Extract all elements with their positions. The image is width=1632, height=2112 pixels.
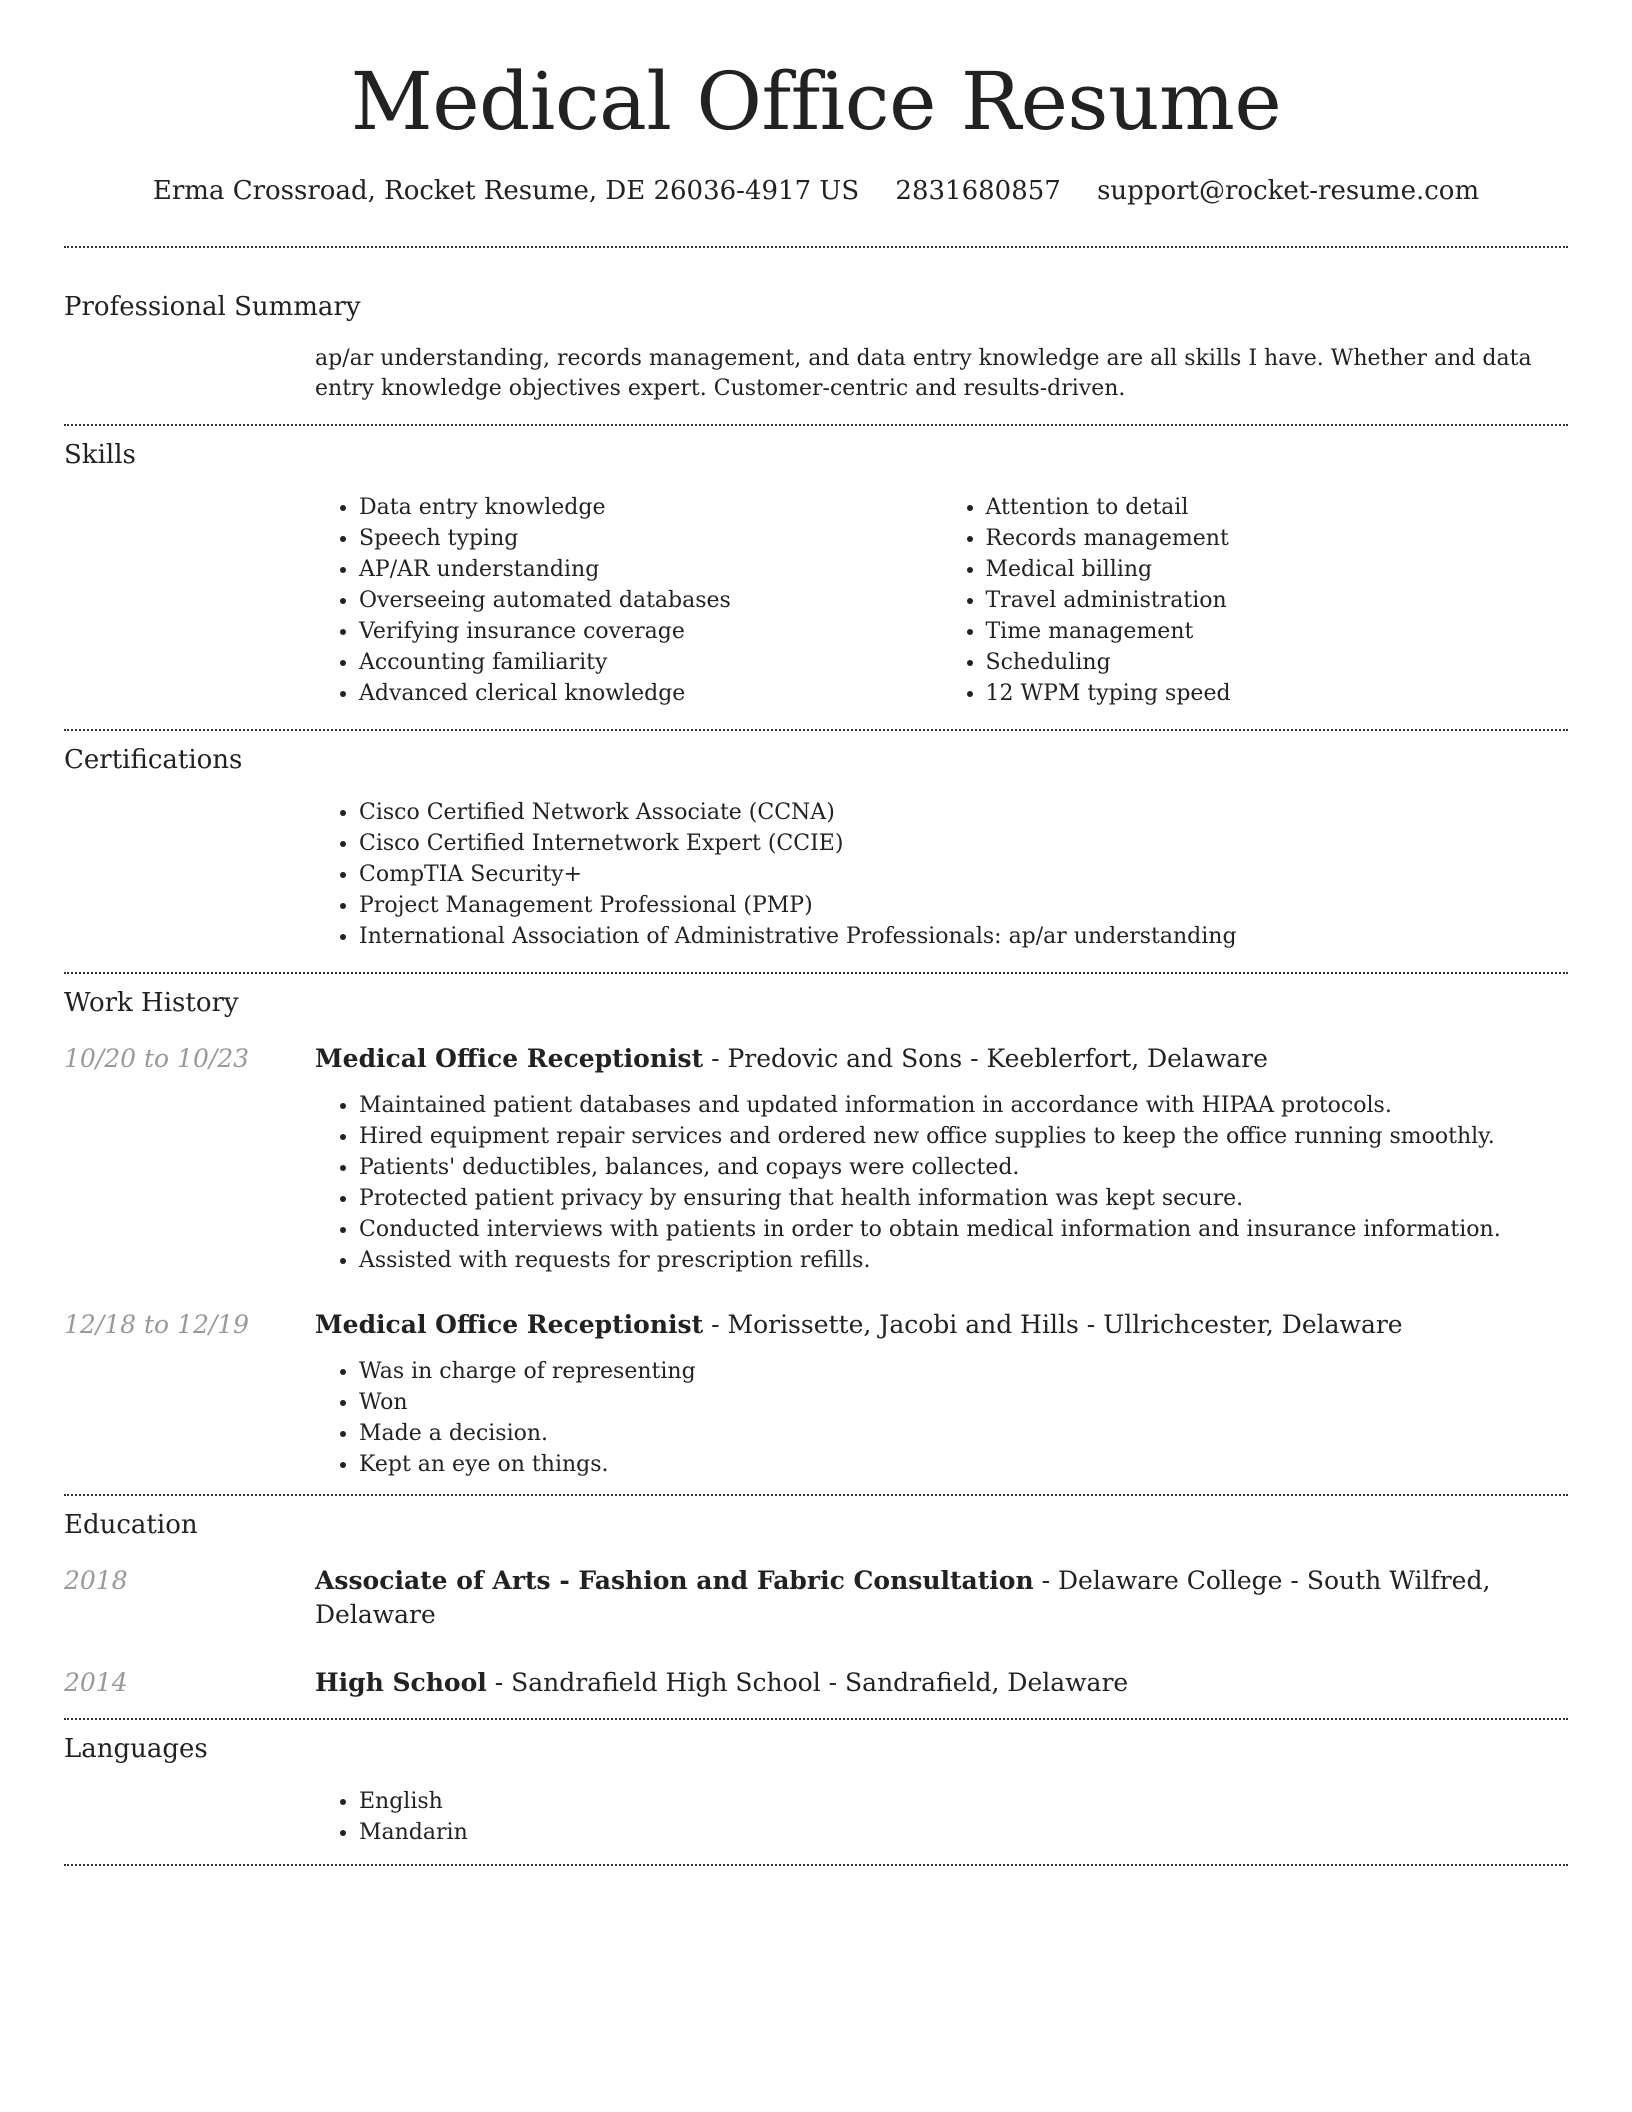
- contact-email: support@rocket-resume.com: [1097, 176, 1480, 206]
- education-heading-line: [315, 1564, 1568, 1632]
- languages-heading: Languages: [64, 1734, 208, 1764]
- certifications-heading: Certifications: [64, 745, 243, 775]
- list-item: • 12 WPM typing speed: [986, 678, 1569, 709]
- list-item: • Won: [359, 1387, 1568, 1418]
- list-item: • CompTIA Security+: [359, 859, 1568, 890]
- education-degree: High School: [315, 1668, 487, 1697]
- skills-columns: [315, 492, 1568, 709]
- list-item: • Project Management Professional (PMP): [359, 890, 1568, 921]
- contact-address: Erma Crossroad, Rocket Resume, DE 26036-4917 US: [152, 176, 860, 206]
- list-item: • Maintained patient databases and updated information in accordance with HIPAA protocols.: [359, 1090, 1568, 1121]
- job-bullets: [315, 1356, 1568, 1480]
- list-item: • Data entry knowledge: [359, 492, 942, 523]
- list-item: • Mandarin: [359, 1817, 1568, 1848]
- list-item: • Hired equipment repair services and ordered new office supplies to keep the office running smoothly.: [359, 1121, 1568, 1152]
- list-item: • Time management: [986, 616, 1569, 647]
- contact-line: [64, 174, 1568, 208]
- languages-list: [315, 1786, 1568, 1848]
- list-item: • Conducted interviews with patients in order to obtain medical information and insurance information.: [359, 1214, 1568, 1245]
- certifications-section: [64, 731, 1568, 972]
- education-heading-line: [315, 1666, 1568, 1700]
- education-school: - Sandrafield High School - Sandrafield, Delaware: [486, 1668, 1129, 1697]
- languages-section: [64, 1720, 1568, 1864]
- list-item: • Assisted with requests for prescription refills.: [359, 1245, 1568, 1276]
- list-item: • International Association of Administrative Professionals: ap/ar understanding: [359, 921, 1568, 952]
- list-item: • Cisco Certified Internetwork Expert (CCIE): [359, 828, 1568, 859]
- education-section: [64, 1496, 1568, 1718]
- education-year: 2014: [64, 1668, 128, 1697]
- list-item: • Overseeing automated databases: [359, 585, 942, 616]
- job-entry: [64, 1308, 1568, 1480]
- job-employer: - Predovic and Sons - Keeblerfort, Delaware: [703, 1044, 1268, 1073]
- education-school: - Delaware College - South Wilfred, Delaware: [315, 1566, 1491, 1629]
- work-history-heading: Work History: [64, 988, 239, 1018]
- education-entry: [64, 1666, 1568, 1700]
- list-item: • Made a decision.: [359, 1418, 1568, 1449]
- education-entry: [64, 1564, 1568, 1632]
- job-dates: 10/20 to 10/23: [64, 1044, 250, 1073]
- skills-list-right: [942, 492, 1569, 709]
- job-dates: 12/18 to 12/19: [64, 1310, 250, 1339]
- job-heading: [315, 1308, 1568, 1342]
- list-item: • Advanced clerical knowledge: [359, 678, 942, 709]
- contact-phone: 2831680857: [895, 176, 1061, 206]
- list-item: • Verifying insurance coverage: [359, 616, 942, 647]
- resume-title: Medical Office Resume: [350, 55, 1282, 148]
- job-employer: - Morissette, Jacobi and Hills - Ullrichcester, Delaware: [703, 1310, 1403, 1339]
- job-title: Medical Office Receptionist: [315, 1310, 704, 1339]
- skills-list-left: [315, 492, 942, 709]
- summary-text: ap/ar understanding, records management, and data entry knowledge are all skills I have. Whether and data entry knowledge objectives expert. Customer-centric and results-driven.: [315, 346, 1532, 401]
- certifications-list: [315, 797, 1568, 952]
- skills-heading: Skills: [64, 440, 136, 470]
- divider: [64, 1864, 1568, 1866]
- list-item: • Patients' deductibles, balances, and copays were collected.: [359, 1152, 1568, 1183]
- skills-section: [64, 426, 1568, 729]
- list-item: • Travel administration: [986, 585, 1569, 616]
- certifications-content: [315, 797, 1568, 952]
- list-item: • Attention to detail: [986, 492, 1569, 523]
- list-item: • English: [359, 1786, 1568, 1817]
- resume-page: [64, 0, 1568, 1866]
- list-item: • Was in charge of representing: [359, 1356, 1568, 1387]
- summary-section: [64, 248, 1568, 424]
- list-item: • Protected patient privacy by ensuring that health information was kept secure.: [359, 1183, 1568, 1214]
- education-year: 2018: [64, 1566, 128, 1595]
- job-entry: [64, 1042, 1568, 1276]
- list-item: • Records management: [986, 523, 1569, 554]
- job-title: Medical Office Receptionist: [315, 1044, 704, 1073]
- languages-content: [315, 1786, 1568, 1848]
- education-degree: Associate of Arts - Fashion and Fabric Consultation: [315, 1566, 1034, 1595]
- list-item: • Speech typing: [359, 523, 942, 554]
- job-heading: [315, 1042, 1568, 1076]
- list-item: • Cisco Certified Network Associate (CCNA): [359, 797, 1568, 828]
- summary-heading: Professional Summary: [64, 292, 361, 322]
- job-body: [315, 1308, 1568, 1480]
- education-heading: Education: [64, 1510, 198, 1540]
- list-item: • AP/AR understanding: [359, 554, 942, 585]
- list-item: • Kept an eye on things.: [359, 1449, 1568, 1480]
- job-body: [315, 1042, 1568, 1276]
- list-item: • Medical billing: [986, 554, 1569, 585]
- list-item: • Scheduling: [986, 647, 1569, 678]
- job-bullets: [315, 1090, 1568, 1276]
- work-history-section: [64, 974, 1568, 1494]
- list-item: • Accounting familiarity: [359, 647, 942, 678]
